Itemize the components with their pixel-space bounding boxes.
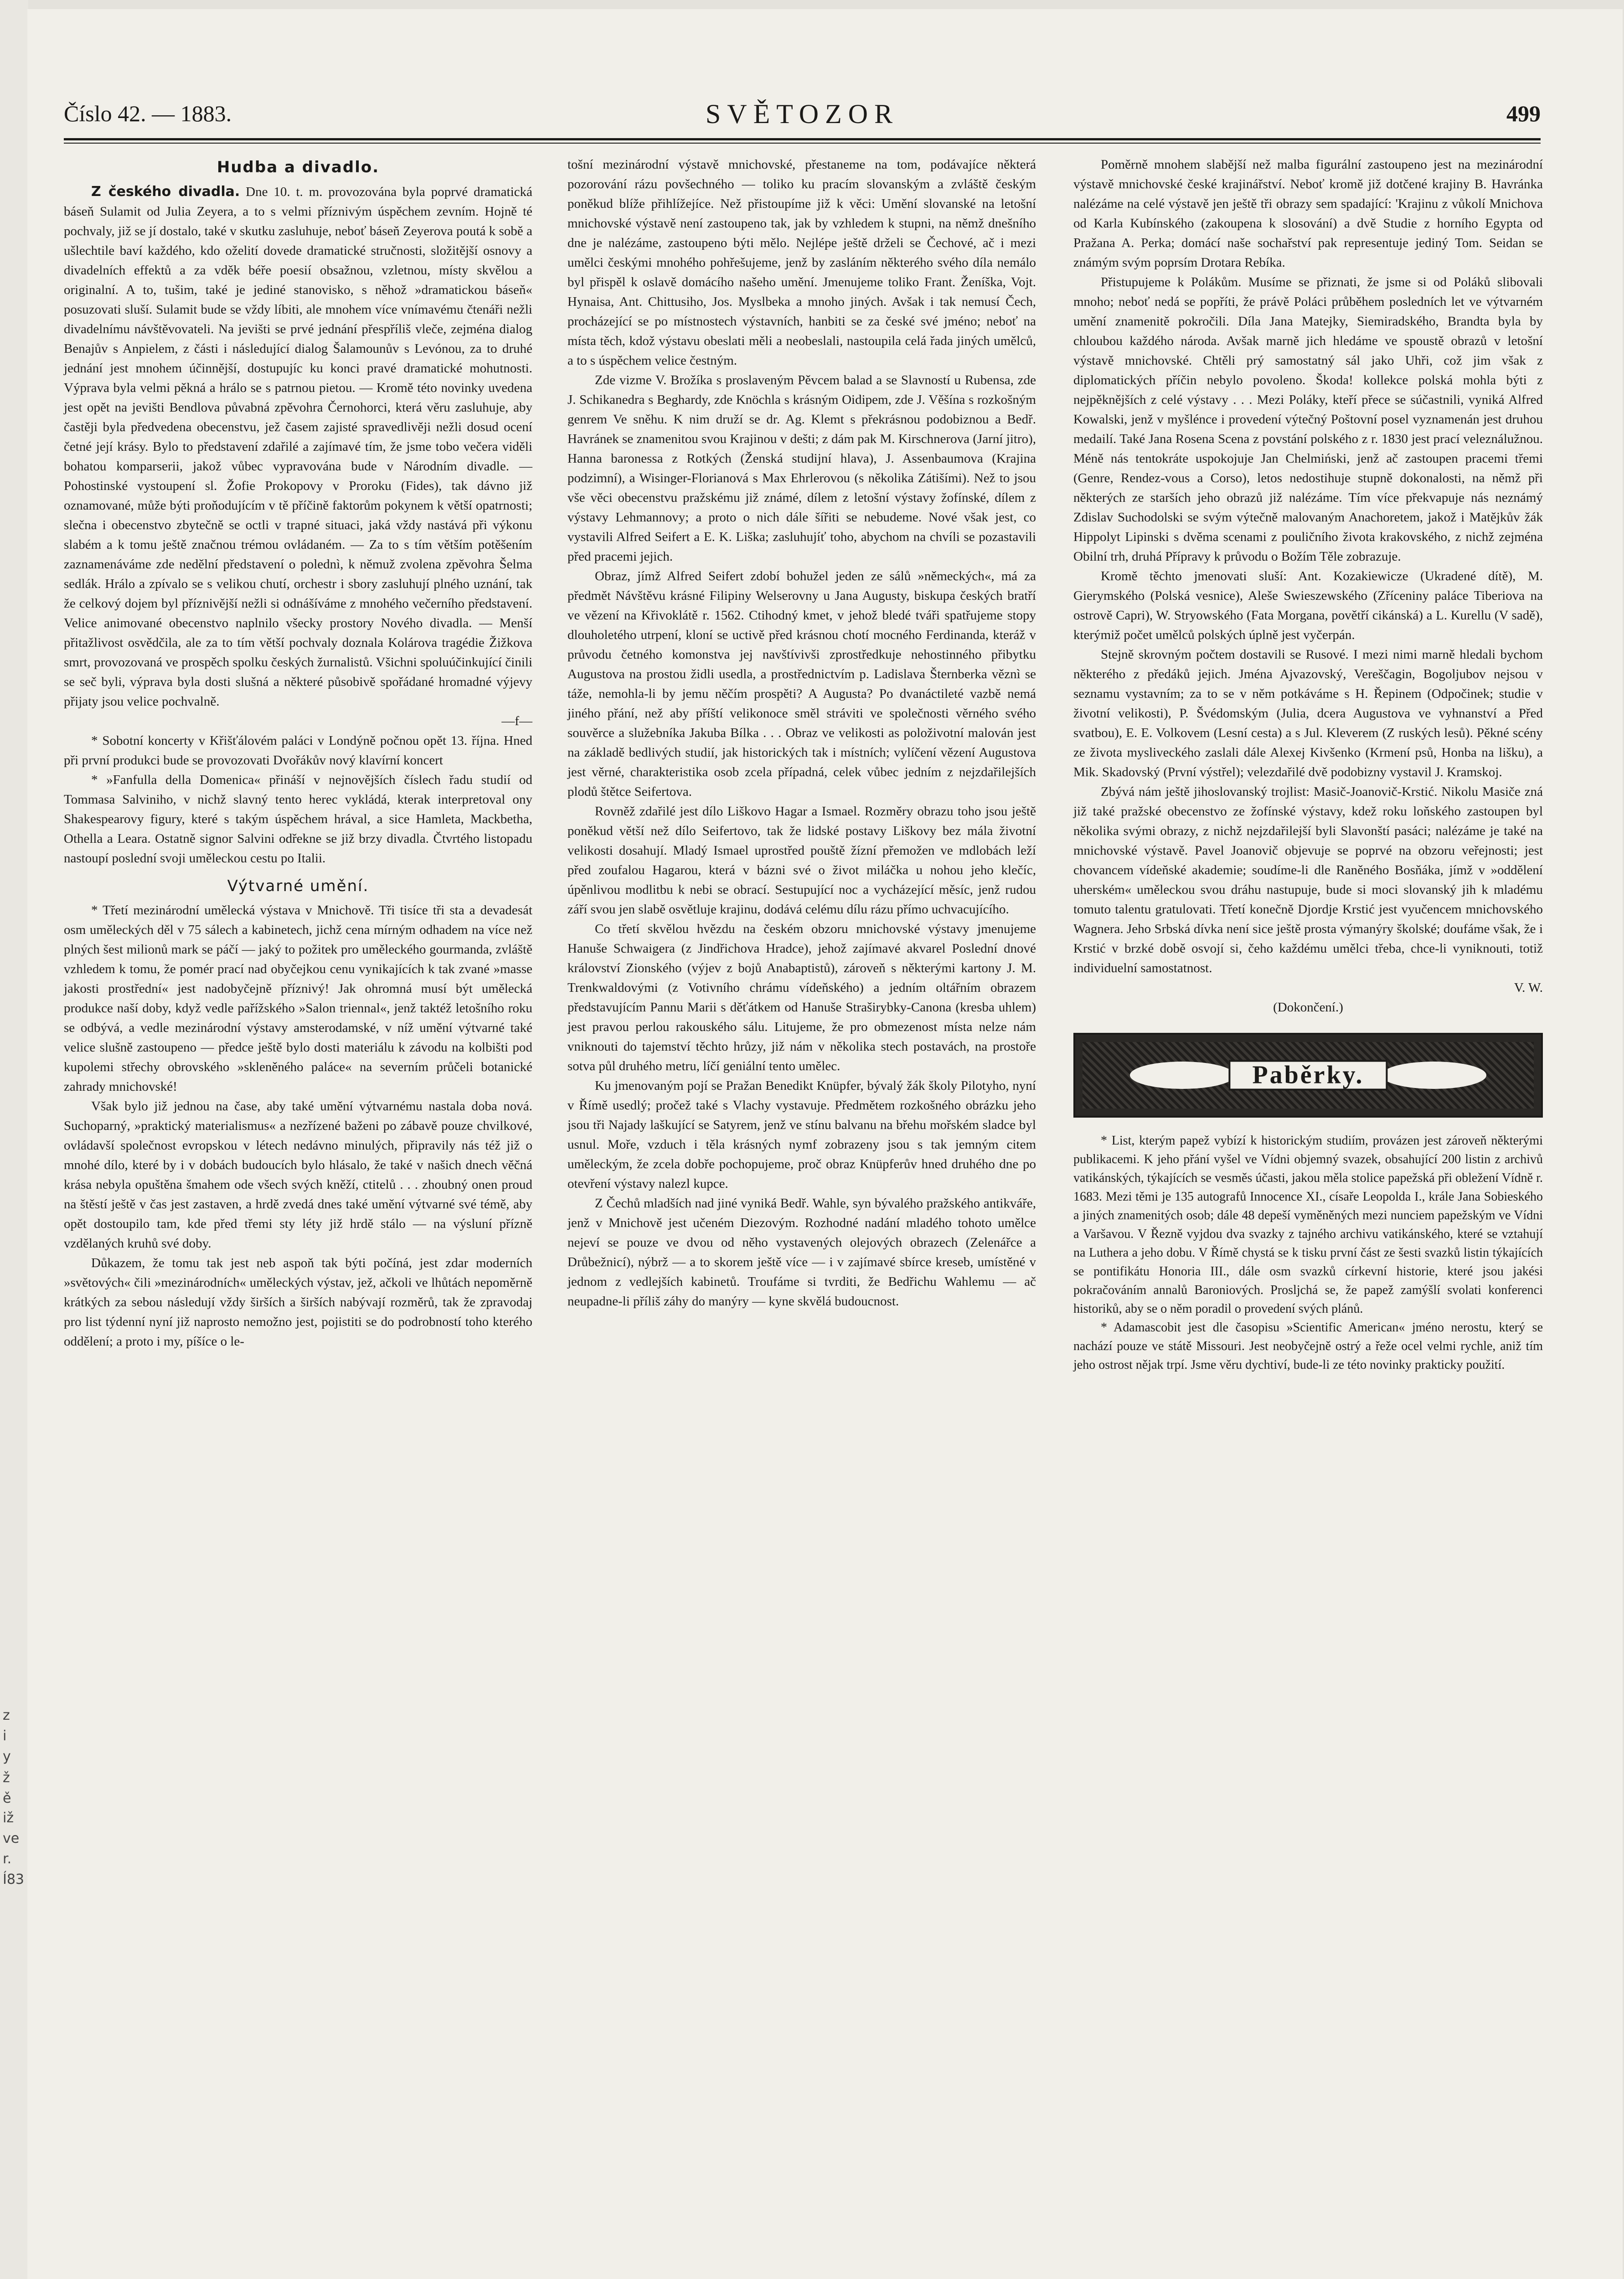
article-czech-theatre bbox=[64, 182, 532, 712]
margin-fragment: ve bbox=[3, 1830, 20, 1846]
note-fanfulla: * »Fanfulla della Domenica« přináší v nejnovějších číslech řadu studií od Tommasa Salviniho, v nichž slavný tento herec vykládá, kterak interpretoval ony Shakespearovy figury, které s takým úspěchem hrával, a sice Hamleta, Mackbetha, Othella a Leara. Ostatně signor Salvini odřekne se již brzy divadla. Čtvrtého listopadu nastoupí poslední svoji uměleckou cestu po Italii. bbox=[64, 773, 532, 866]
signature: V. W. bbox=[1514, 980, 1543, 995]
paragraph: Však bylo již jednou na čase, aby také umění výtvarnému nastala doba nová. Suchoparný, »praktický materialismus« a nezřízené baženi po zábavě pouze chvilkové, ovládavší společnost evropskou v létech nedávno minulých, připravily nás též již o mnohé dílo, které by i v dobách budoucích bylo hlásalo, že také v našich dnech věčná krása nebyla opuštěna šmahem ode všech svých kněží, ctitelů . . . zhoubný onen proud na štěstí ještě v čas jest zastaven, a hrdě zvedá dnes také umění výtvarné své témě, aby opět dostoupilo tam, kde před třemi sty léty již hrdě stálo — na výsluní přízně vzdělaných kruhů své doby. bbox=[64, 1099, 532, 1251]
newspaper-page bbox=[27, 9, 1623, 2279]
paragraph: Přistupujeme k Polákům. Musíme se přiznati, že jsme si od Poláků slibovali mnoho; neboť nedá se popříti, že právě Poláci průběhem posledních let ve výtvarném umění znamenitě pokročili. Díla Jana Matejky, Siemiradského, Brandta byla by chloubou každého národa. Avšak marně jich hledáme ve spoustě obrazů v letošní výstavě mnichovské. Chtěli prý samostatný sál jako Uhři, což jim však z diplomatických příčin nebylo povoleno. Škoda! kollekce polská mohla býti z nejpěknějších z celé výstavy . . . Mezi Poláky, kteří přece se súčastnili, vyniká Alfred Kowalski, jenž v myšlénce i provedení výtečný Poštovní posel vyznamenán jest druhou medailí. Také Jana Rosena Scena z povstání polského z r. 1830 jest prací veleználužnou. Méně nás tentokráte uspokojuje Jan Chelmiński, jenž ač zastoupen pracemi třemi (Genre, Rendez-vous a Corso), letos nedostihuje stupně dokonalosti, na němž při některých ze starších jeho obrazů již nalézáme. Tím více překvapuje nás neznámý Zdislav Suchodolski se svým výtečně malovaným Anachoretem, jakož i Matějkův žák Hippolyt Lipinski s dvěma scenami z pouličního života krakovského, z nichž zejména Obilní trh, druhá Přípravy k průvodu o Božím Těle zobrazuje. bbox=[1073, 275, 1543, 564]
paragraph: Z Čechů mladších nad jiné vyniká Bedř. Wahle, syn bývalého pražského antikváře, jenž v Mnichově jest učeném Diezovým. Rozhodné nadání mladého tohoto umělce nejeví se pouze ve dvou od něho vystavených olejových obrazech (Zelenářce a Drůbežnicí), nýbrž — a to skorem ještě více — i v zajímavé sbírce kreseb, umístěné v jednom z vedlejších kabinetů. Troufáme si tvrditi, že Bedřichu Wahlemu — ač neupadne-li příliš záhy do manýry — kyne skvělá budoucnost. bbox=[567, 1196, 1036, 1309]
margin-fragment: iž bbox=[3, 1810, 14, 1826]
note-adamascobit: * Adamascobit jest dle časopisu »Scientific American« jméno nerostu, který se nachází pouze ve státě Missouri. Jest neobyčejně ostrý a řeže ocel velmi rychle, aniž tím jeho ostrost nějak trpí. Jsme věru dychtiví, bude-li ze této novinky prakticky použití. bbox=[1073, 1320, 1543, 1372]
page-header bbox=[64, 96, 1541, 137]
paragraph: Zbývá nám ještě jihoslovanský trojlist: Masič-Joanovič-Krstić. Nikolu Masiče zná již také pražské obecenstvo ze žofínské výstavy, kdež roku loňského zastoupen byl několika svými obrazy, z nichž nejzdařilejší byli Slavonští pasáci; nalézáme je také na mnichovské výstavě. Pavel Joanovič objevuje se poprvé na obzoru veřejnosti; jest chovancem vídeňské akademie; soudíme-li dle Raněného Bosňáka, jímž v »oddělení uherském« uměleckou svou dráhu nastupuje, bude si moci slovanský jih k mladému tomuto talentu gratulovati. Třetí konečně Djordje Krstić jest vyučencem mnichovského Wagnera. Jeho Srbská dívka není sice ještě prosta výmanýry školské; doufáme však, že i Krstić v brzké době osvojí si, čeho každému umělci třeba, chce-li vyniknouti, totiž individuelní samostatnost. bbox=[1073, 784, 1543, 975]
paragraph: Kromě těchto jmenovati sluší: Ant. Kozakiewicze (Ukradené dítě), M. Gierymského (Polská vesnice), Aleše Swieszewského (Zříceniny paláce Tiberiova na ostrově Capri), W. Stryowského (Fata Morgana, povětří cikánská) a L. Kurellu (V sadě), kterýmiž počet umělců polských úplně jest vyčerpán. bbox=[1073, 569, 1543, 642]
paragraph: Dne 10. t. m. provozována byla poprvé dramatická báseň Sulamit od Julia Zeyera, a to s velmi příznivým úspěchem zevním. Hojně té pochvaly, již se jí dostalo, také v skutku zasluhuje, neboť báseň Zeyerova poutá k sobě a ušlechtile baví každého, kdo oželití dovede dramatické stručnosti, složitější osnovy a divadelních effektů a za vděk béře poesií obsažnou, vzletnou, místy skvělou a originalní. A to, tušim, také je jediné stanovisko, s něhož »dramatickou báseň« posuzovati sluší. Sulamit bude se vždy líbiti, ale mnohem více vnímavému čtenáři nežli divadelnímu návštěvovateli. Na jevišti se prvé jednání přespříliš vleče, zejména dialog Benajův s Anpielem, z části i následující dialog Šalamounův s Levónou, za to druhé jednání jest mnohem účinnější, dostupujíc ku konci pravé dramatické mohutnosti. Výprava byla velmi pěkná a hrálo se s patrnou pietou. — Kromě této novinky uvedena jest opět na jevišti Bendlova půvabná zpěvohra Černohorci, která věru zasluhuje, aby častěji byla předvedena obecenstvu, jež časem zajisté spravedlivěji nežli dosud ocení četné její krásy. Bylo to představení zdařilé a zajímavé tím, že jsme tobo večera viděli bohatou komparserii, jakož vůbec vypravována bude v Národním divadle. — Pohostinské vystoupení sl. Žofie Prokopovy v Proroku (Fides), tak dávno již oznamované, může býti proňodujícím v tě příčině faktorům pokynem k větší opatrnosti; slečna i obecenstvo zbytečně se octli v trapné situaci, jaká vždy nastává při výkonu slabém a k tomu ještě značnou trémou ovládaném. — Za to s tím větším potěšením zaznamenáváme zde nedělní představení o polednì, k němuž zvolena zpěvohra Šelma sedlák. Hrálo a zpívalo se s velikou chutí, orchestr i sbory zasluhují plného uznání, tak že celkový dojem byl příznivější nežli si odnášíváme z mnohého večerního představení. Velice animované obecenstvo naplnilo všecky prostory Nového divadla. — Menší přitažlivost osvědčila, ale za to tím větší pochvaly doznala Kolárova tragédie Žižkova smrt, provozovaná ve prospěch spolku českých žurnalistů. Všichni spoluúčinkující činili se seč byli, výprava byla dosti slušná a některé působivě spořádané hromadné výjevy přijaty jsou velice pochvalně. bbox=[64, 185, 532, 709]
banner-flourish-right bbox=[1382, 1062, 1486, 1089]
note-concerts: * Sobotní koncerty v Křišťálovém paláci v Londýně počnou opět 13. října. Hned při první produkci bude se provozovati Dvořákův nový klavírní koncert bbox=[64, 733, 532, 768]
column-1 bbox=[64, 155, 532, 1351]
column-2 bbox=[567, 155, 1036, 1311]
margin-fragment: z bbox=[3, 1707, 10, 1723]
header-rule bbox=[64, 138, 1541, 140]
margin-fragment: ž bbox=[3, 1770, 10, 1786]
adjacent-page-margin bbox=[0, 0, 28, 2279]
section-title-music-theatre: Hudba a divadlo. bbox=[217, 158, 380, 176]
margin-fragment: r. bbox=[3, 1851, 12, 1867]
header-rule-thin bbox=[64, 143, 1541, 144]
paragraph: Stejně skrovným počtem dostavili se Rusové. I mezi nimi marně hledali bychom některého z předáků jejich. Jména Ajvazovský, Vereščagin, Bogoljubov nejsou v seznamu vystavním; za to se v něm potkáváme s H. Řepinem (Odpočinek; studie v životní velikosti), P. Švédomským (Julia, dcera Augustova ve vyhnanství a Před svatbou), E. E. Volkovem (Lesní cesta) a s Jul. Kleverem (Z ruských lesů). Pěkné scény ze života mysliveckého zaslali dále Alexej Kivšenko (Krmení psů, Honba na lišku), a Mik. Skadovský (První výstřel); velezdařilé dvě podobizny vystavil J. Kramskoj. bbox=[1073, 647, 1543, 779]
paragraph: Důkazem, že tomu tak jest neb aspoň tak býti počíná, jest zdar moderních »světových« čili »mezinárodních« uměleckých výstav, jež, ačkoli ve lhůtách nepoměrně krátkých za sebou následují vždy širších a širších nabývají rozměrů, tak že zpravodaj pro list týdenní nyní již naprosto nemožno jest, pojistiti se do podrobností toho kterého oddělení; a proto i my, píšíce o le- bbox=[64, 1256, 532, 1349]
paragraph: Rovněž zdařilé jest dílo Liškovo Hagar a Ismael. Rozměry obrazu toho jsou ještě poněkud větší než dílo Seifertovo, tak že lidské postavy Liškovy bez mála životní velikosti dosahují. Mladý Ismael uprostřed pouště žízní přemožen ve mdlobách leží před zoufalou Hagarou, která v bázni své o život miláčka u nohou jeho klečíc, úpěnlivou modlitbu k nebi se obrací. Sestupující noc a vycházející měsíc, jenž rudou září svou jen slabě osvětluje krajinu, dodává celému dílu rázu přímo uchvacujícího. bbox=[567, 804, 1036, 917]
signature: —f— bbox=[501, 714, 532, 728]
paragraph: Co třetí skvělou hvězdu na českém obzoru mnichovské výstavy jmenujeme Hanuše Schwaigera (z Jindřichova Hradce), jehož zajímavé akvarel Poslední dnové království Zionského (výjev z bojů Anabaptistů), zároveň s některými kartony J. M. Trenkwaldovými (z Votivního chrámu vídeňského) a jedním oltářním obrazem představujícím Pannu Marii s děťátkem od Hanuše Straširybky-Canona (kresba uhlem) jest pravou perlou rakouského sálu. Litujeme, že pro obmezenost místa nelze nám vniknouti do tajemství těchto hrůzy, již nám v několika stech postavách, na prostoře sotva půl druhého metru, líčí geniální tento umělec. bbox=[567, 922, 1036, 1073]
paragraph: Obraz, jímž Alfred Seifert zdobí bohužel jeden ze sálů »německých«, má za předmět Návštěvu krásné Filipiny Welserovny u Jana Augusty, biskupa českých bratří ve vězení na Křivoklátě r. 1562. Ctihodný kmet, v jehož bledé tváři spatřujeme stopy dlouholetého utrpení, kloní se uctivě před krásnou chotí mocného Ferdinanda, kteráž v průvodu četného komonstva jej navštívivši zprostředkuje nehostinného přibytku Augustova na prostou židli usedla, a prostřednictvím p. Ladislava Šternberka věznì se táže, nemohla-li by jemu něčím prospěti? A Augusta? Po dvanáctileté vazbě nemá jiného přání, než aby příští velikonoce směl stráviti ve společnosti věrného svého souvěrce a služebníka Jakuba Bílka . . . Obraz ve velikosti as položivotní malován jest na základě bedlivých studií, jak historických tak i místních; vylíčení vězení Augustova jest věrné, charakteristika osob zcela případná, celek vůbec jedním z nejzdařilejších plodů štětce Seifertova. bbox=[567, 569, 1036, 799]
note-papal-studies: * List, kterým papež vybízí k historickým studiím, provázen jest zároveň některými publikacemi. K jeho přání vyšel ve Vídni objemný svazek, obsahující 200 listin z archivů vatikánských, týkajících se vesměs účasti, jakou měla stolice papežská při obležení Vídně r. 1683. Mezi těmi je 135 autografů Innocence XI., císaře Leopolda I., krále Jana Sobieského a jiných znamenitých osob; dále 48 depeší vyměněných mezi nunciem papežským ve Vídni a Varšavou. V Řezně vyjdou dva svazky z tajného archivu vatikánského, které se vztahují na Luthera a jeho dobu. V Římě chystá se k tisku první část ze šesti svazků listin týkajících se pontifikátu Honoria III., dále osm svazků církevní historie, které jsou jakési pokračováním annalů Baroniových. Prosljchá se, že papež zamýšlí svolati konferenci historiků, aby se o něm poradil o provedení svých plánů. bbox=[1073, 1134, 1543, 1316]
section-banner-paberky bbox=[1073, 1033, 1543, 1118]
paragraph: * Třetí mezinárodní umělecká výstava v Mnichově. Tři tisíce tři sta a devadesát osm uměleckých děl v 75 sálech a kabinetech, jichž cena mírným odhadem na více než plných šest milionů mark se páčí — jaký to požitek pro uměleckého gourmanda, zvláště vzhledem k tomu, že pomér prací nad obyčejkou cenu vynikajících k tak zvané »masse jakosti prostřední« jest nadobyčejně příznivý! Jak ohromná musí být umělecká produkce naší doby, když vedle pařížského »Salon triennal«, jenž taktéž letošního roku se odbývá, a vedle mezinárodní výstavy amsterodamské, v níž umění výtvarné také velice slušně zastoupeno — předce ještě bylo dosti materiálu k závodu na kolbišti pod kupolemi střechy obrovského »skleněného paláce« na severním průčeli botanické zahrady mnichovské! bbox=[64, 903, 532, 1094]
publication-title: SVĚTOZOR bbox=[705, 99, 899, 129]
subheading-czech-theatre: Z českého divadla. bbox=[91, 184, 240, 200]
margin-fragment: y bbox=[3, 1748, 11, 1764]
issue-number: Číslo 42. — 1883. bbox=[64, 101, 232, 126]
page-number: 499 bbox=[1506, 101, 1541, 126]
section-title-visual-arts: Výtvarné umění. bbox=[227, 877, 369, 895]
banner-title: Paběrky. bbox=[1228, 1060, 1387, 1091]
to-be-continued: (Dokončení.) bbox=[1273, 1000, 1343, 1015]
margin-fragment: Í83 bbox=[3, 1872, 25, 1887]
paragraph: Poměrně mnohem slabější než malba figurální zastoupeno jest na mezinárodní výstavě mnichovské české krajinářství. Neboť kromě již dotčené krajiny B. Havránka nalézáme na celé výstavě jen ještě tři obrazy sem spadající: 'Krajinu z vůkolí Mnichova od Karla Kubínského (zakoupena k slosování) a dvě Studie z horního Egypta od Pražana A. Perka; domácí naše sochařství pak representuje jediný Tom. Seidan se známým svým poprsím Drotara Rebíka. bbox=[1073, 157, 1543, 270]
paragraph: tošní mezinárodní výstavě mnichovské, přestaneme na tom, podávajíce některá pozorování rázu povšechného — toliko ku pracím slovanským a zvláště českým poněkud blíže přihlížejíce. Než přistoupíme již k věci: Umění slovanské na letošní mnichovské výstavě není zastoupeno tak, jak by vzhledem k stupni, na němž dnešního dne je nalézáme, zastoupeno býti mělo. Nejlépe ještě drželi se Čechové, ač i mezi umělci českými mnohého pohřešujeme, jenž by zasláním některého svého díla nemálo byl přispěl k oslavě domácího našeho umění. Jmenujeme toliko Frant. Ženíška, Vojt. Hynaisa, Ant. Chittusiho, Jos. Myslbeka a mnoho jiných. Avšak i tak nemusí Čech, procházející se po místnostech výstavních, hanbiti se za české své jméno; neboť na místa těch, kdož výstavu obeslati měli a neobeslali, nastoupila celá řada jiných umělců, a to s úspěchem velice čestným. bbox=[567, 157, 1036, 368]
margin-fragment: i bbox=[3, 1728, 7, 1744]
paragraph: Ku jmenovaným pojí se Pražan Benedikt Knüpfer, bývalý žák školy Pilotyho, nyní v Římě usedlý; pročež také s Vlachy vystavuje. Předmětem rozkošného obrázku jeho jsou tři Najady laškující se Satyrem, jenž ve stínu balvanu na břehu mořském sladce byl usnul. Moře, vzduch i těla krásných nymf zobrazeny jsou s tak jemným citem uměleckým, že zcela dobře pochopujeme, proč obraz Knüpferův hned druhého dne po otevření výstavy nalezl kupce. bbox=[567, 1078, 1036, 1191]
banner-flourish-left bbox=[1130, 1062, 1235, 1089]
column-3 bbox=[1073, 155, 1543, 1374]
margin-fragment: ě bbox=[3, 1790, 11, 1806]
paragraph: Zde vizme V. Brožíka s proslaveným Pěvcem balad a se Slavností u Rubensa, zde J. Schikanedra s Beghardy, zde Knöchla s krásným Oidipem, zde J. Věšína s rozkošným genrem Ve sněhu. K nim druží se dr. Ag. Klemt s překrásnou podobiznou a Bedř. Havránek se znamenitou svou Krajinou v dešti; z dám pak M. Kirschnerova (Jarní jitro), Hanna baronessa z Rotkých (Ženská studijní hlava), J. Assenbaumova (Krajina podzimní), a Wisinger-Florianová s Max Ehrlerovou (s několika Zátišími). Než to jsou vše věci obecenstvu pražskému již známé, dílem z letošní výstavy žofínské, dílem z výstavy Lehmannovy; a proto o nich dále šířiti se nebudeme. Nové však jest, co vystavili Alfred Seifert a E. K. Liška; zasluhujíť toho, abychom na chvíli se pozastavili před pracemi jejich. bbox=[567, 373, 1036, 564]
